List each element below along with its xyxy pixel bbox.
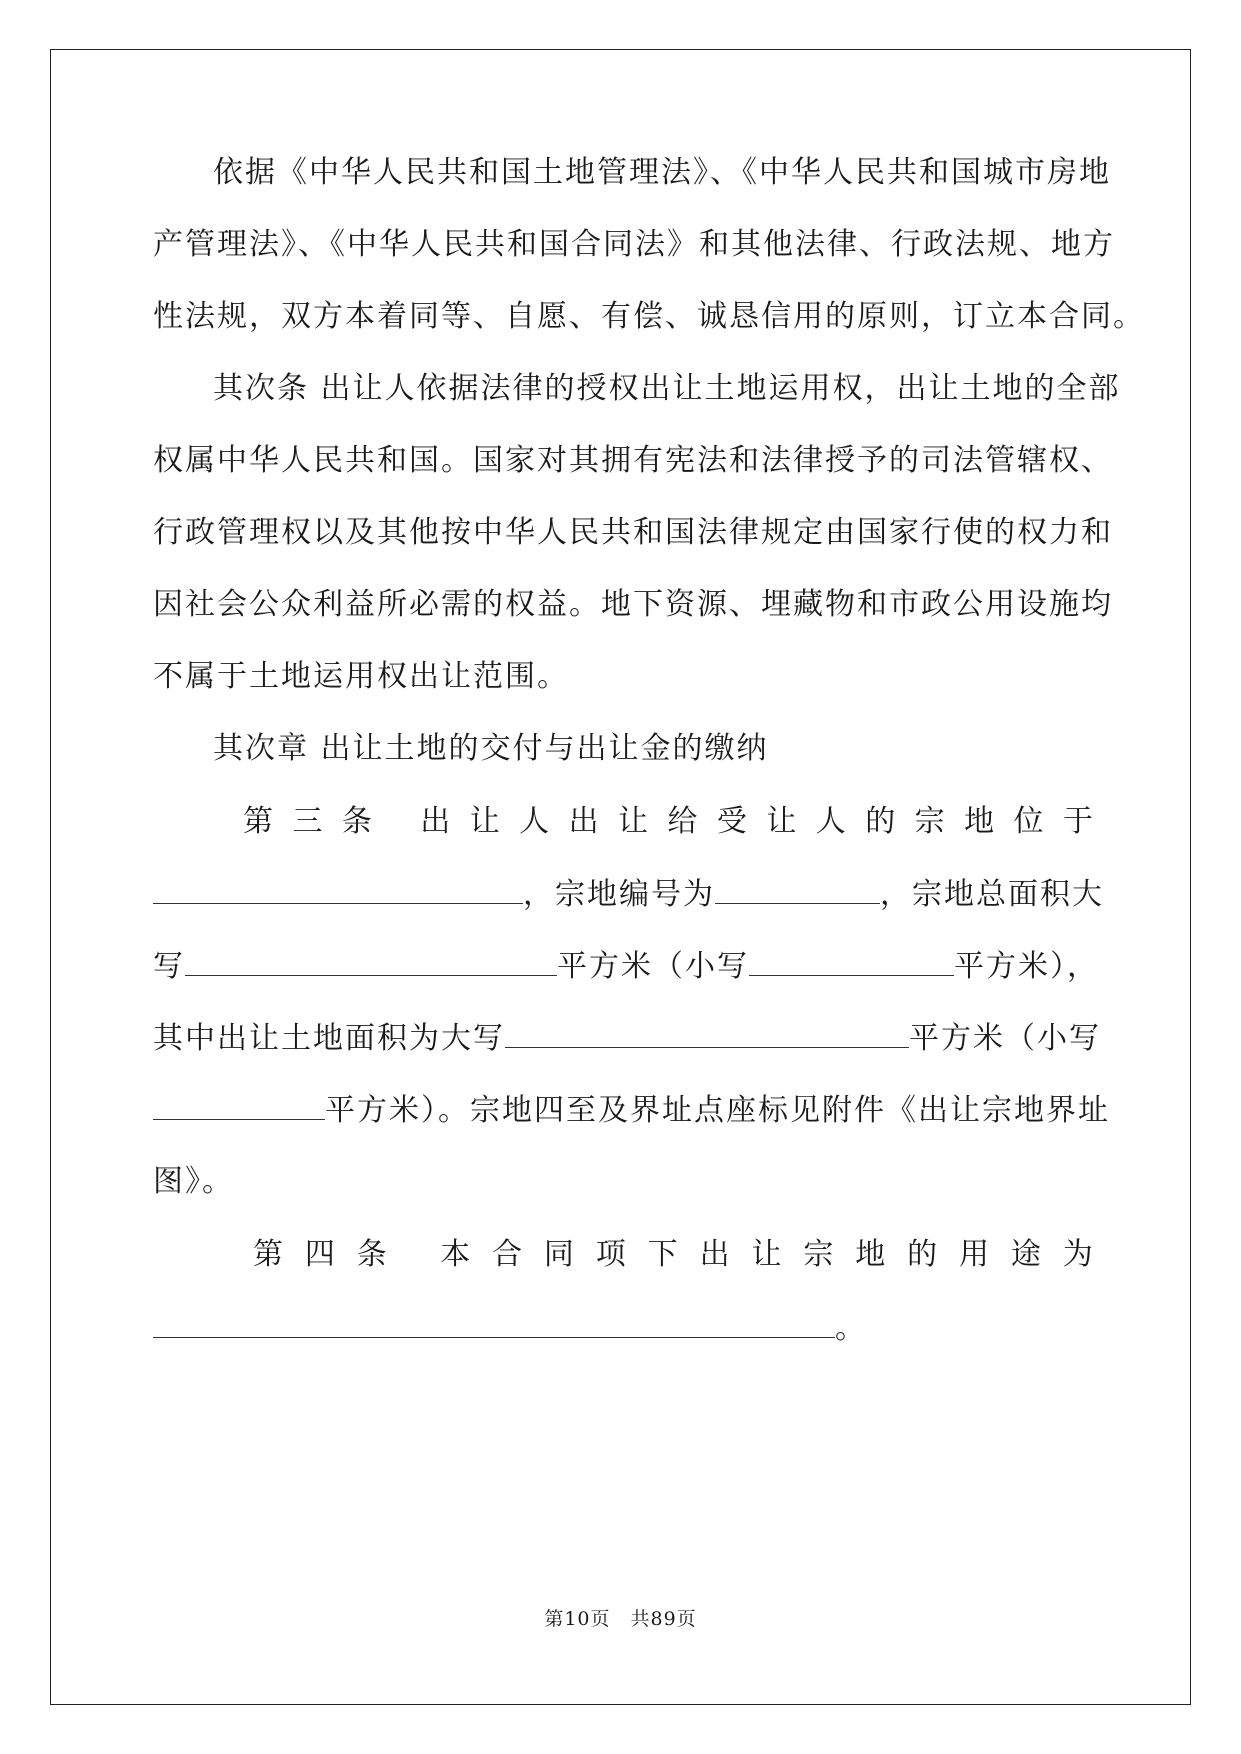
article-3-heading-char: 第 xyxy=(243,804,273,839)
paragraph-2-line-1: 其次条 出让人依据法律的授权出让土地运用权，出让土地的全部 xyxy=(213,371,1121,406)
total-area-uppercase-blank xyxy=(185,946,557,976)
paragraph-2-line-5: 不属于土地运用权出让范围。 xyxy=(153,659,569,694)
article-4-heading-char: 本 xyxy=(440,1237,471,1272)
article-3-heading-char: 的 xyxy=(865,804,896,839)
article-3-heading-char xyxy=(391,802,401,842)
article-4-heading-char: 项 xyxy=(595,1237,626,1272)
total-area-label: ，宗地总面积大 xyxy=(880,877,1104,912)
article-3-heading-char: 位 xyxy=(1013,804,1044,839)
article-4-heading-char: 途 xyxy=(1010,1237,1041,1272)
transfer-area-uppercase-blank xyxy=(505,1018,909,1048)
article-3-heading-char: 出 xyxy=(420,804,451,839)
article-4-heading-char: 第 xyxy=(253,1237,283,1272)
article-3-heading-char: 人 xyxy=(519,804,550,839)
article-4-heading-char: 下 xyxy=(647,1237,678,1272)
article-3-heading-char: 地 xyxy=(964,804,995,839)
period: 。 xyxy=(835,1311,867,1346)
article-3-heading-char: 宗 xyxy=(914,804,945,839)
article-3-heading-char: 出 xyxy=(568,804,599,839)
article-4-heading-char: 的 xyxy=(907,1237,938,1272)
article-3-heading-char: 条 xyxy=(341,804,372,839)
article-3-heading-char: 让 xyxy=(618,804,649,839)
article-3-heading-char: 于 xyxy=(1062,804,1093,839)
article-4-heading-char: 出 xyxy=(699,1237,730,1272)
lowercase-label: 平方米（小写 xyxy=(557,949,749,984)
article-4-line-1 xyxy=(253,1235,1093,1275)
article-3-line-3 xyxy=(153,946,1099,986)
page-number: 第10页 共89页 xyxy=(544,1608,697,1630)
article-4-heading-char: 宗 xyxy=(803,1237,834,1272)
uppercase-label: 写 xyxy=(153,949,185,984)
article-4-line-2 xyxy=(153,1308,867,1348)
paragraph-2-line-3: 行政管理权以及其他按中华人民共和国法律规定由国家行使的权力和 xyxy=(153,515,1113,550)
article-4-heading-char: 条 xyxy=(356,1237,387,1272)
article-4-heading-char: 为 xyxy=(1062,1237,1093,1272)
article-3-line-4 xyxy=(153,1018,1101,1058)
article-4-heading-char: 同 xyxy=(543,1237,574,1272)
article-3-heading-char: 受 xyxy=(716,804,747,839)
article-3-line-6: 图》。 xyxy=(153,1164,234,1199)
boundary-reference-text: 平方米）。宗地四至及界址点座标见附件《出让宗地界址 xyxy=(325,1093,1110,1128)
article-4-heading-char: 四 xyxy=(304,1237,335,1272)
transfer-area-lowercase-blank xyxy=(153,1090,325,1120)
article-3-line-2 xyxy=(153,874,1104,914)
article-3-heading-char: 三 xyxy=(292,804,323,839)
article-3-heading-char: 让 xyxy=(766,804,797,839)
article-4-heading-char: 让 xyxy=(751,1237,782,1272)
article-4-heading-char: 用 xyxy=(959,1237,990,1272)
paragraph-1-line-2: 产管理法》、《中华人民共和国合同法》和其他法律、行政法规、地方 xyxy=(153,227,1115,262)
article-4-heading-char xyxy=(409,1235,419,1275)
article-3-line-5 xyxy=(153,1090,1110,1130)
article-3-heading-char: 人 xyxy=(815,804,846,839)
location-blank xyxy=(153,874,523,904)
total-area-lowercase-blank xyxy=(749,946,954,976)
land-use-blank xyxy=(153,1308,835,1338)
chapter-heading: 其次章 出让土地的交付与出让金的缴纳 xyxy=(213,731,769,766)
paragraph-2-line-4: 因社会公众利益所必需的权益。地下资源、埋藏物和市政公用设施均 xyxy=(153,587,1113,622)
parcel-number-label: ，宗地编号为 xyxy=(523,877,715,912)
paragraph-2-line-2: 权属中华人民共和国。国家对其拥有宪法和法律授予的司法管辖权、 xyxy=(153,443,1113,478)
article-3-heading-char: 给 xyxy=(667,804,698,839)
article-4-heading-char: 地 xyxy=(855,1237,886,1272)
square-meter-label: 平方米）， xyxy=(954,949,1099,984)
paragraph-1-line-3: 性法规，双方本着同等、自愿、有偿、诚恳信用的原则，订立本合同。 xyxy=(153,299,1145,334)
lowercase-label-2: 平方米（小写 xyxy=(909,1021,1101,1056)
paragraph-1-line-1: 依据《中华人民共和国土地管理法》、《中华人民共和国城市房地 xyxy=(213,155,1111,190)
parcel-number-blank xyxy=(715,874,880,904)
article-3-line-1 xyxy=(243,802,1093,842)
article-3-heading-char: 让 xyxy=(469,804,500,839)
article-4-heading-char: 合 xyxy=(492,1237,522,1272)
transfer-area-label: 其中出让土地面积为大写 xyxy=(153,1021,505,1056)
